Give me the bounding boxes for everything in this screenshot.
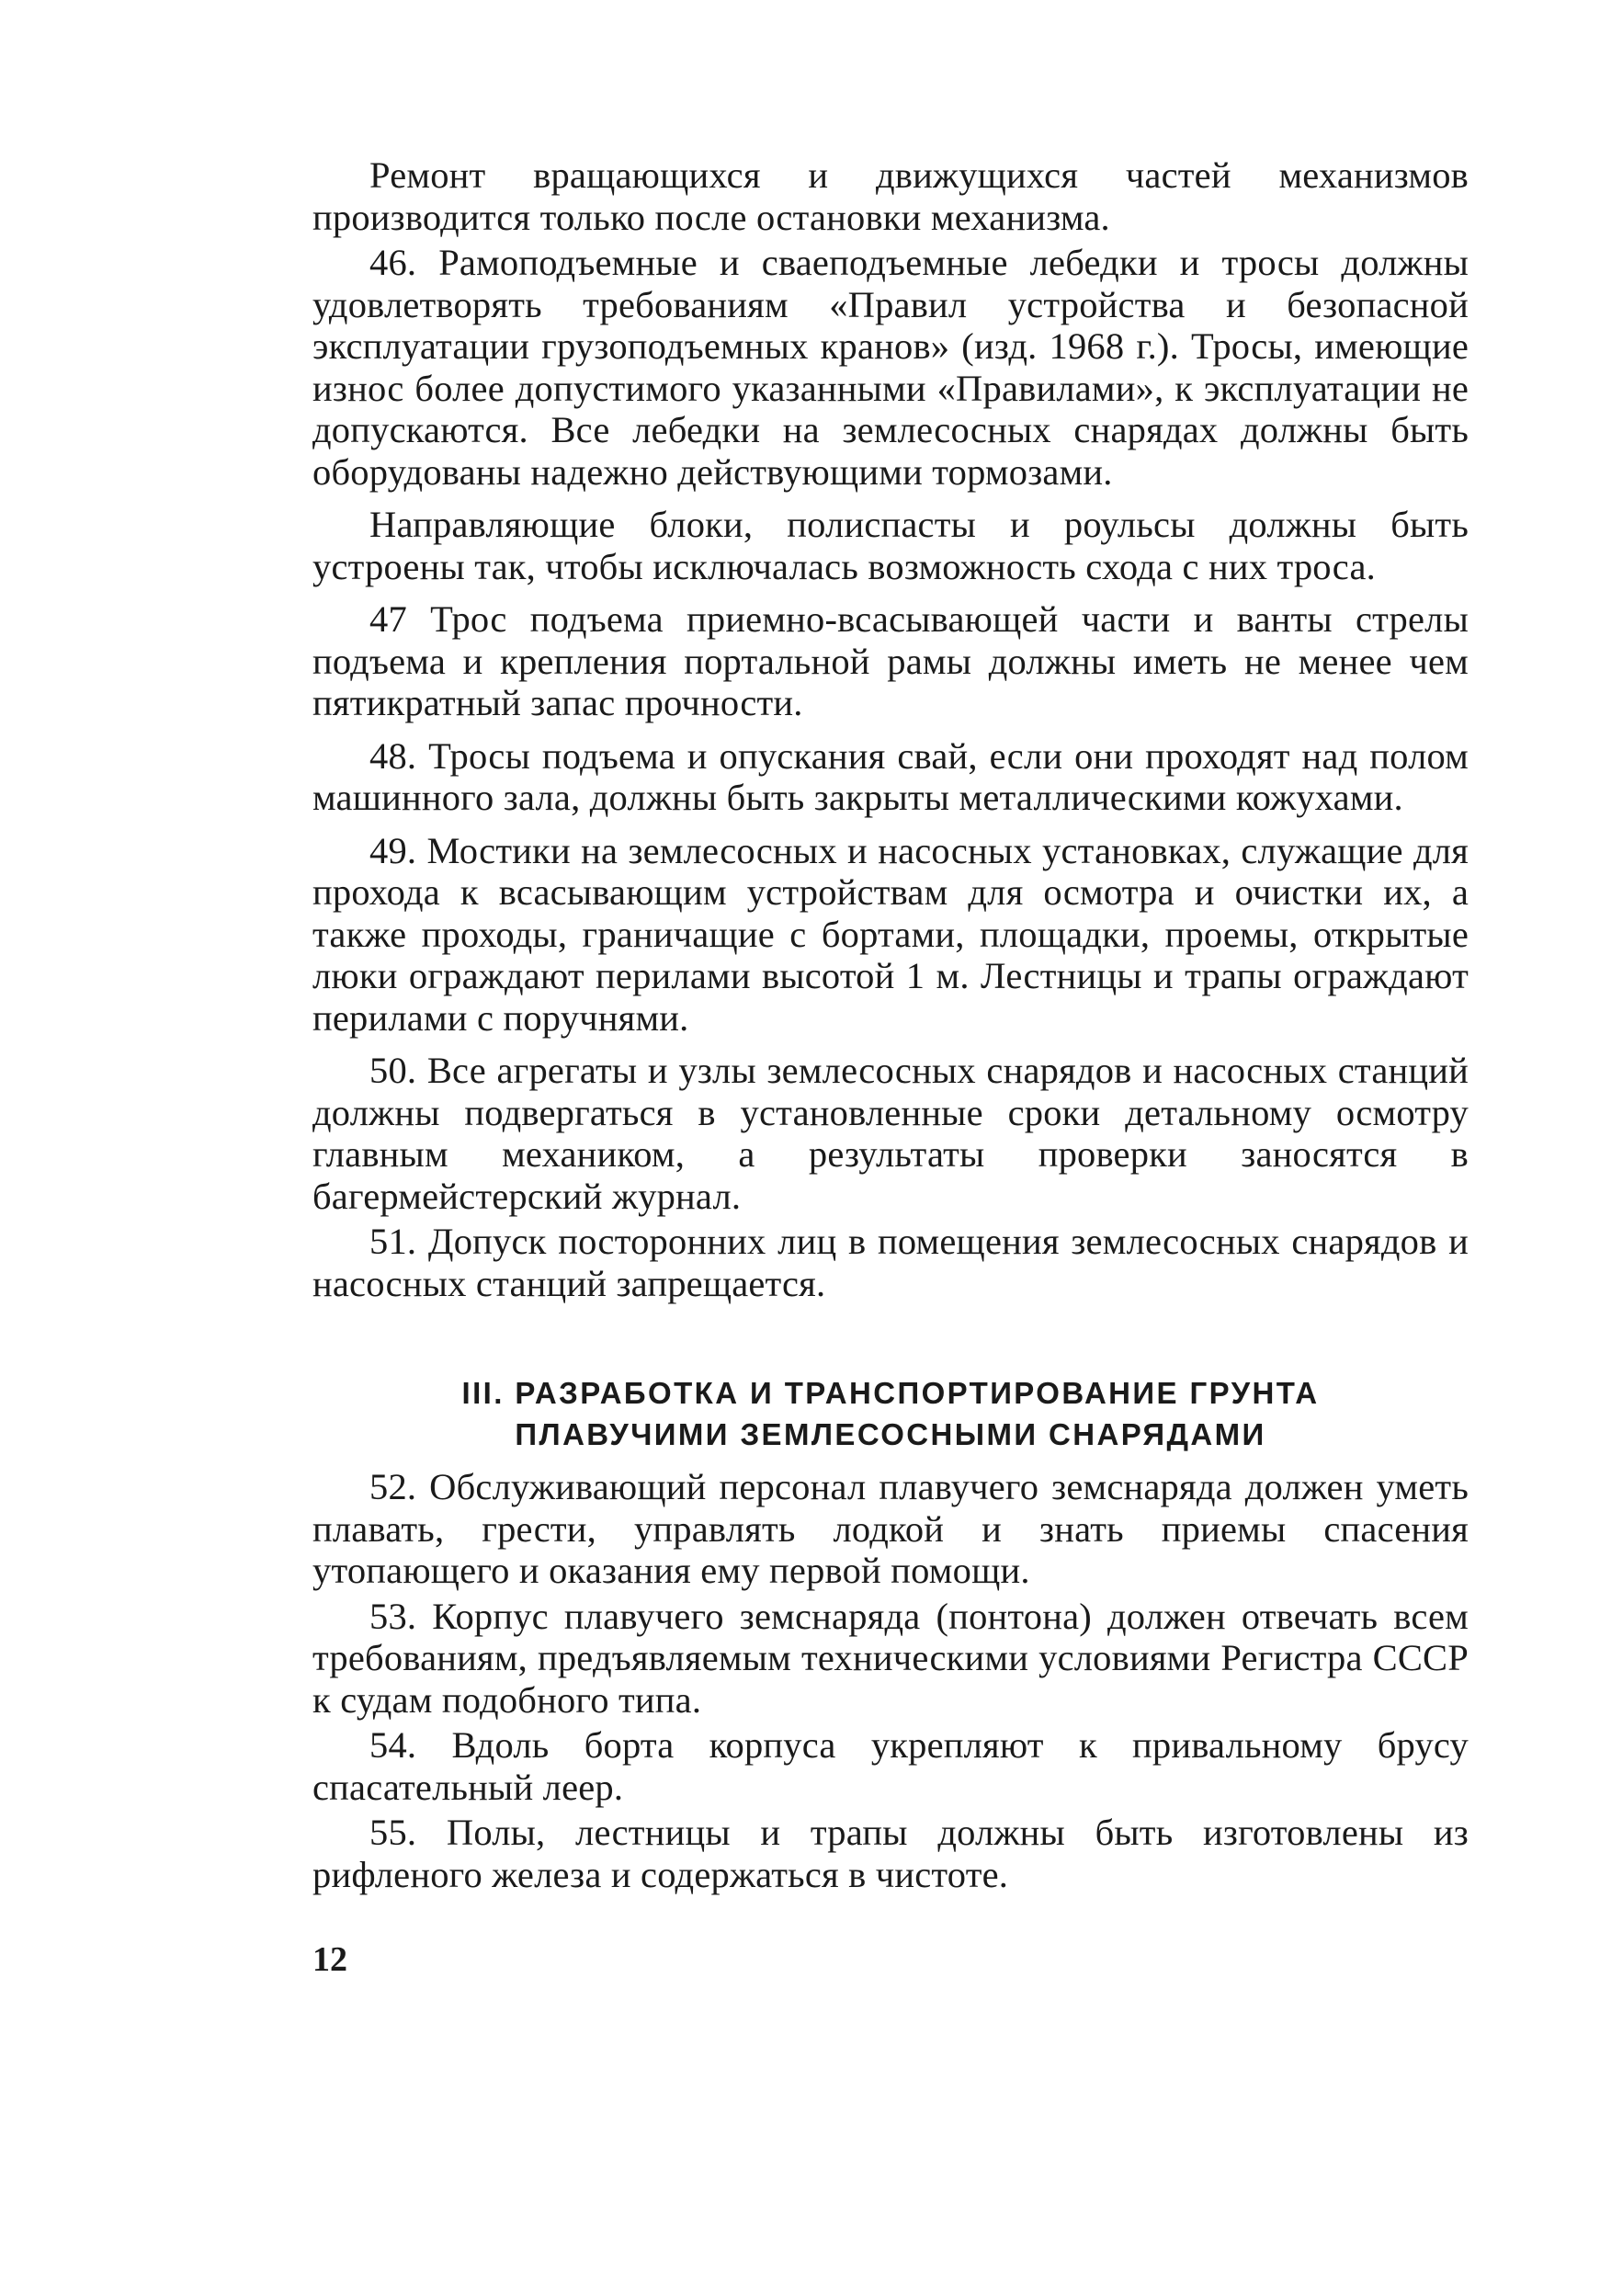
paragraph-50-inspection: 50. Все агрегаты и узлы землесосных снарядов и насосных станций должны подвергаться в установленные сроки детальному осмотру главным механиком, а результаты проверки заносятся в багермейстерский журнал. — [312, 1050, 1469, 1217]
section-heading-line-1: III. РАЗРАБОТКА И ТРАНСПОРТИРОВАНИЕ ГРУНТА — [461, 1376, 1320, 1410]
paragraph-52-personnel: 52. Обслуживающий персонал плавучего земснаряда должен уметь плавать, грести, управлять лодкой и знать приемы спасения утопающего и оказания ему первой помощи. — [312, 1466, 1469, 1591]
paragraph-49-walkways: 49. Мостики на землесосных и насосных установках, служащие для прохода к всасывающим устройствам для осмотра и очистки их, а также проходы, граничащие с бортами, площадки, проемы, открытые люки ограждают перилами высотой 1 м. Лестницы и трапы ограждают перилами с поручнями. — [312, 829, 1469, 1039]
paragraph-47-cable-strength: 47 Трос подъема приемно-всасывающей части и ванты стрелы подъема и крепления портальной рамы должны иметь не менее чем пятикратный запас прочности. — [312, 598, 1469, 723]
section-heading-line-2: ПЛАВУЧИМИ ЗЕМЛЕСОСНЫМИ СНАРЯДАМИ — [515, 1417, 1266, 1451]
paragraph-53-hull: 53. Корпус плавучего земснаряда (понтона) должен отвечать всем требованиям, предъявляемым техническими условиями Регистра СССР к судам подобного типа. — [312, 1595, 1469, 1721]
paragraph-55-floors: 55. Полы, лестницы и трапы должны быть изготовлены из рифленого железа и содержаться в чистоте. — [312, 1812, 1469, 1895]
paragraph-48-pile-cables: 48. Тросы подъема и опускания свай, если они проходят над полом машинного зала, должны быть закрыты металлическими кожухами. — [312, 734, 1469, 818]
paragraph-54-lifeline: 54. Вдоль борта корпуса укрепляют к привальному брусу спасательный леер. — [312, 1724, 1469, 1808]
text-column — [312, 154, 1469, 1895]
paragraph-51-access: 51. Допуск посторонних лиц в помещения землесосных снарядов и насосных станций запрещается. — [312, 1221, 1469, 1304]
section-heading — [312, 1372, 1469, 1455]
paragraph-repair-moving-parts: Ремонт вращающихся и движущихся частей механизмов производится только после остановки механизма. — [312, 154, 1469, 238]
page-number: 12 — [312, 1940, 347, 1979]
paragraph-guide-blocks: Направляющие блоки, полиспасты и роульсы должны быть устроены так, чтобы исключалась возможность схода с них троса. — [312, 504, 1469, 587]
paragraph-46-winches: 46. Рамоподъемные и сваеподъемные лебедки и тросы должны удовлетворять требованиям «Правил устройства и безопасной эксплуатации грузоподъемных кранов» (изд. 1968 г.). Тросы, имеющие износ более допустимого указанными «Правилами», к эксплуатации не допускаются. Все лебедки на землесосных снарядах должны быть оборудованы надежно действующими тормозами. — [312, 242, 1469, 493]
